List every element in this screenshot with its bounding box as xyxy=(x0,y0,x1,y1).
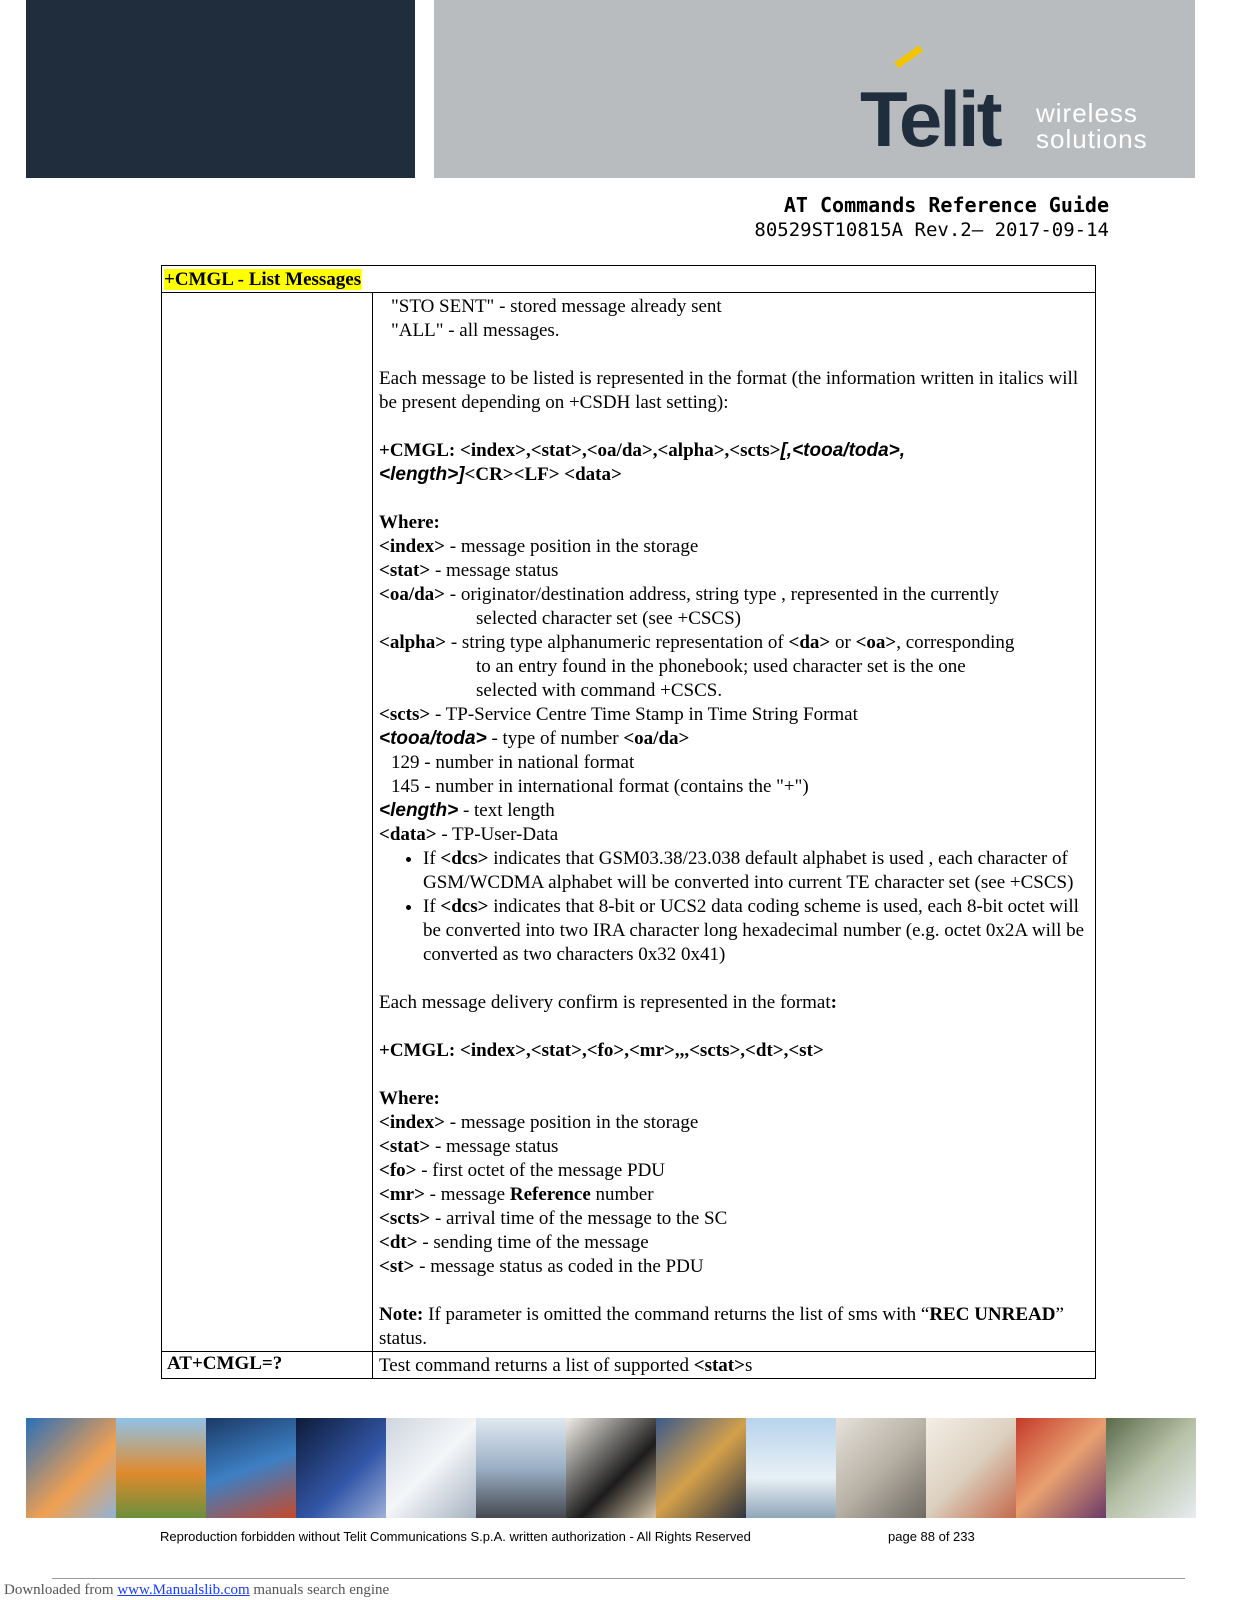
test-command-description: Test command returns a list of supported <stat>s xyxy=(373,1352,1096,1379)
photo-tile xyxy=(206,1418,296,1518)
param-scts-2: <scts> - arrival time of the message to the SC xyxy=(379,1208,728,1229)
photo-tile xyxy=(656,1418,746,1518)
param-oa-da-cont: selected character set (see +CSCS) xyxy=(476,608,741,629)
page-number: page 88 of 233 xyxy=(888,1529,975,1544)
footer-photo-strip xyxy=(26,1418,1196,1518)
manualslib-link[interactable]: www.Manualslib.com xyxy=(117,1582,250,1598)
photo-tile xyxy=(296,1418,386,1518)
command-title: +CMGL - List Messages xyxy=(164,269,362,290)
photo-tile xyxy=(746,1418,836,1518)
response-format-2: +CMGL: <index>,<stat>,<fo>,<mr>,,,<scts>,<dt>,<st> xyxy=(379,1040,824,1061)
value-145: 145 - number in international format (contains the "+") xyxy=(391,776,809,797)
logo-wordmark: Telit xyxy=(860,75,1000,163)
param-dt: <dt> - sending time of the message xyxy=(379,1232,649,1253)
value-129: 129 - number in national format xyxy=(391,752,635,773)
stat-sto-sent: "STO SENT" - stored message already sent xyxy=(391,296,722,317)
download-credit: Downloaded from www.Manualslib.com manuals search engine xyxy=(4,1582,390,1598)
where-heading-2: Where: xyxy=(379,1088,440,1109)
data-bullet-ucs2: • If <dcs> indicates that 8-bit or UCS2 data coding scheme is used, each 8-bit octet will be converted into two IRA character long hexadecimal number (e.g. octet 0x2A will be converted as two characters 0x32 0x41) xyxy=(423,895,1087,967)
param-fo: <fo> - first octet of the message PDU xyxy=(379,1160,666,1181)
param-index: <index> - message position in the storage xyxy=(379,536,699,557)
footer-divider xyxy=(52,1578,1185,1579)
test-command: AT+CMGL=? xyxy=(162,1352,373,1379)
command-table xyxy=(161,265,1096,1379)
param-index-2: <index> - message position in the storage xyxy=(379,1112,699,1133)
document-title: AT Commands Reference Guide xyxy=(783,193,1109,217)
param-alpha: <alpha> - string type alphanumeric representation of <da> or <oa>, corresponding xyxy=(379,632,1015,653)
photo-tile xyxy=(26,1418,116,1518)
param-stat-2: <stat> - message status xyxy=(379,1136,559,1157)
header-banner-dark xyxy=(26,0,415,178)
command-description xyxy=(373,293,1096,1352)
param-data: <data> - TP-User-Data xyxy=(379,824,559,845)
data-bullet-gsm: • If <dcs> indicates that GSM03.38/23.038 default alphabet is used , each character of GSM/WCDMA alphabet will be converted into current TE character set (see +CSCS) xyxy=(423,847,1087,895)
photo-tile xyxy=(386,1418,476,1518)
param-scts: <scts> - TP-Service Centre Time Stamp in Time String Format xyxy=(379,704,858,725)
logo-tagline-wireless: wireless xyxy=(1036,98,1138,128)
photo-tile xyxy=(926,1418,1016,1518)
photo-tile xyxy=(566,1418,656,1518)
param-alpha-cont-1: to an entry found in the phonebook; used character set is the one xyxy=(476,656,966,677)
logo-tagline xyxy=(1036,100,1148,152)
footer-notice: Reproduction forbidden without Telit Communications S.p.A. written authorization - All Rights Reserved xyxy=(160,1529,751,1544)
param-tooa-toda: <tooa/toda> - type of number <oa/da> xyxy=(379,728,690,749)
photo-tile xyxy=(836,1418,926,1518)
param-oa-da: <oa/da> - originator/destination address, string type , represented in the currently xyxy=(379,584,1000,605)
param-length: <length> - text length xyxy=(379,800,555,821)
table-header xyxy=(162,266,1096,293)
photo-tile xyxy=(476,1418,566,1518)
param-alpha-cont-2: selected with command +CSCS. xyxy=(476,680,723,701)
delivery-confirm-intro: Each message delivery confirm is represented in the format: xyxy=(379,992,837,1013)
telit-logo xyxy=(860,62,1180,162)
response-format-1: +CMGL: <index>,<stat>,<oa/da>,<alpha>,<scts>[,<tooa/toda>, <length>]<CR><LF> <data> xyxy=(379,440,906,485)
stat-all: "ALL" - all messages. xyxy=(391,320,560,341)
param-stat: <stat> - message status xyxy=(379,560,559,581)
param-mr: <mr> - message Reference number xyxy=(379,1184,654,1205)
data-bullet-list xyxy=(379,847,1087,967)
logo-tagline-solutions: solutions xyxy=(1036,124,1148,154)
where-heading-1: Where: xyxy=(379,512,440,533)
left-column-empty xyxy=(162,293,373,1352)
format-intro: Each message to be listed is represented in the format (the information written in italics will be present depending on +CSDH last setting): xyxy=(379,368,1079,413)
photo-tile xyxy=(1016,1418,1106,1518)
document-revision: 80529ST10815A Rev.2– 2017-09-14 xyxy=(754,219,1109,241)
note: Note: If parameter is omitted the command returns the list of sms with “REC UNREAD” status. xyxy=(379,1304,1064,1349)
photo-tile xyxy=(1106,1418,1196,1518)
photo-tile xyxy=(116,1418,206,1518)
param-st: <st> - message status as coded in the PDU xyxy=(379,1256,704,1277)
